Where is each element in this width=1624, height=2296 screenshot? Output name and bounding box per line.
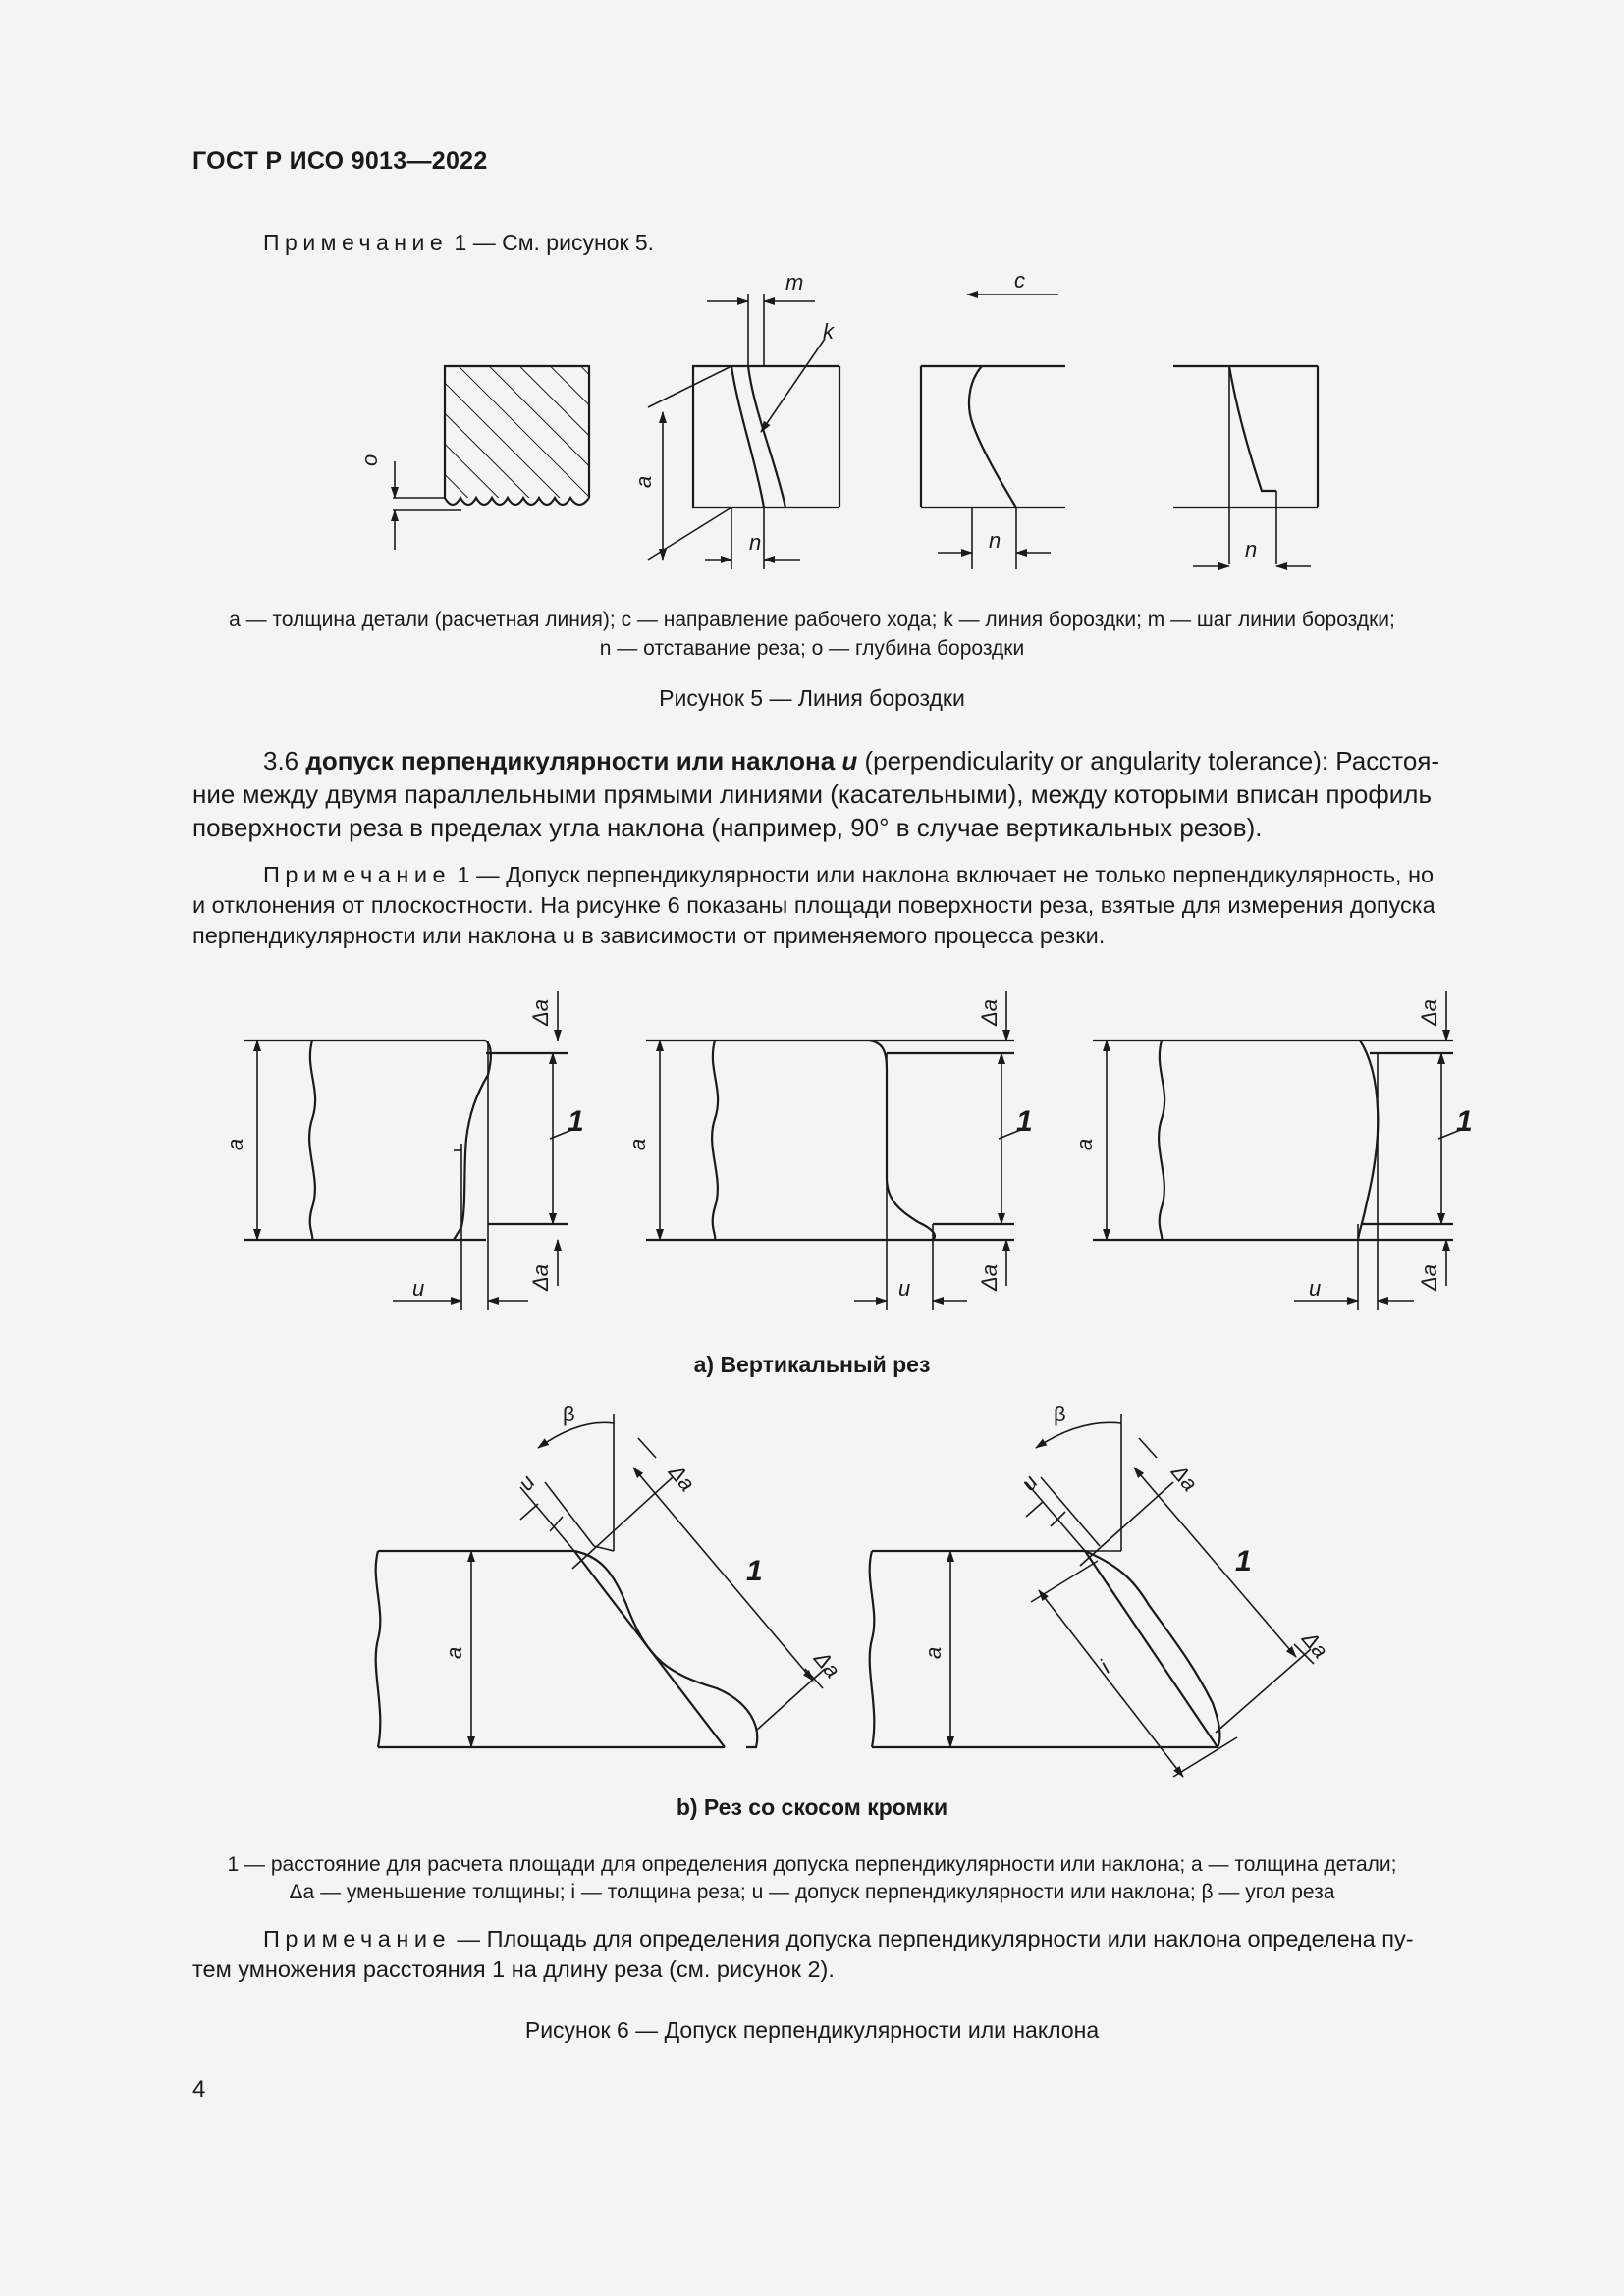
note-line2: и отклонения от плоскостности. На рисунке 6 показаны площади поверхности реза, взятые для измерения допуска xyxy=(192,892,1435,918)
note-line1: 1 — Допуск перпендикулярности или наклона включает не только перпендикулярность, но xyxy=(451,862,1435,887)
figure5-caption: Рисунок 5 — Линия бороздки xyxy=(659,685,965,711)
fig6a-label-da-bot-2: Δa xyxy=(977,1264,1001,1291)
vertical-cut-panel-1 xyxy=(244,991,574,1310)
fig6b-label-i: i xyxy=(1095,1655,1114,1678)
fig6b-label-1-2: 1 xyxy=(1235,1545,1252,1577)
drag-line-view-4 xyxy=(1173,366,1318,566)
section-3-6 xyxy=(192,744,1508,844)
vertical-cut-panel-3 xyxy=(1093,991,1463,1310)
document-header: ГОСТ Р ИСО 9013—2022 xyxy=(192,147,488,175)
label-n-2: n xyxy=(989,528,1001,553)
vertical-cut-panel-2 xyxy=(646,991,1023,1310)
fig6a-label-1-1: 1 xyxy=(568,1105,584,1138)
fig6b-label-da-3: Δa xyxy=(1166,1460,1203,1496)
fig6a-label-da-top-2: Δa xyxy=(977,999,1001,1026)
drag-line-view-3 xyxy=(921,294,1065,569)
fig6a-label-1-3: 1 xyxy=(1456,1105,1473,1138)
section-line3: поверхности реза в пределах угла наклона (например, 90° в случае вертикальных резов). xyxy=(192,813,1263,842)
fig6b-label-beta-1: β xyxy=(563,1402,575,1426)
fig6b-label-da-2: Δa xyxy=(809,1646,845,1682)
hatched-section xyxy=(393,366,589,550)
section-term: допуск перпендикулярности или наклона xyxy=(305,746,836,775)
label-n-1: n xyxy=(749,530,762,555)
fig6b-label-u-1: u xyxy=(513,1469,540,1496)
note-word: Примечание xyxy=(263,1926,452,1951)
fig6a-label-da-top-1: Δa xyxy=(528,999,553,1026)
fig6a-label-da-bot-1: Δa xyxy=(528,1264,553,1291)
fig6a-label-u-1: u xyxy=(412,1276,425,1301)
note-line2: тем умножения расстояния 1 на длину реза (см. рисунок 2). xyxy=(192,1956,835,1982)
fig6a-label-u-3: u xyxy=(1309,1276,1322,1301)
label-a: a xyxy=(631,475,656,488)
note-word: Примечание xyxy=(263,230,449,255)
figure6b-sublabel: b) Рез со скосом кромки xyxy=(676,1794,948,1820)
fig6a-label-da-bot-3: Δa xyxy=(1417,1264,1441,1291)
page-number: 4 xyxy=(192,2076,206,2103)
note-figure5-ref xyxy=(263,230,654,256)
fig6b-label-u-2: u xyxy=(1015,1469,1043,1496)
bevel-cut-panel-2 xyxy=(870,1414,1314,1777)
fig6a-label-u-2: u xyxy=(898,1276,911,1301)
label-o: o xyxy=(357,454,382,466)
figure5-legend-line2: n — отставание реза; o — глубина бороздки xyxy=(599,637,1025,660)
label-c: c xyxy=(1014,268,1025,293)
fig6b-label-a-1: a xyxy=(442,1646,466,1659)
bevel-cut-panel-1 xyxy=(376,1414,825,1747)
note-3-6 xyxy=(192,860,1508,951)
section-number: 3.6 xyxy=(263,746,299,775)
figure5-legend-line1: a — толщина детали (расчетная линия); c — направление рабочего хода; k — линия бороздки; m — шаг линии бороздки; xyxy=(229,609,1395,631)
figure6-note xyxy=(192,1924,1508,1985)
section-line2: ние между двумя параллельными прямыми линиями (касательными), между которыми вписан профиль xyxy=(192,779,1433,809)
figure6a-sublabel: а) Вертикальный рез xyxy=(693,1352,931,1377)
fig6a-label-a-3: a xyxy=(1072,1138,1097,1150)
note-text: 1 — См. рисунок 5. xyxy=(448,230,655,255)
label-m: m xyxy=(785,270,804,294)
label-n-3: n xyxy=(1245,537,1258,561)
note-line1: — Площадь для определения допуска перпендикулярности или наклона определена пу- xyxy=(451,1926,1414,1951)
figure6-caption: Рисунок 6 — Допуск перпендикулярности или наклона xyxy=(524,2017,1100,2043)
fig6a-label-a-2: a xyxy=(625,1138,650,1150)
fig6a-label-da-top-3: Δa xyxy=(1417,999,1441,1026)
note-word: Примечание xyxy=(263,862,452,887)
figure6-legend-line1: 1 — расстояние для расчета площади для определения допуска перпендикулярности или наклона; a — толщина детали; xyxy=(227,1853,1397,1876)
fig6b-label-da-4: Δa xyxy=(1297,1627,1333,1663)
figure6-legend-line2: Δa — уменьшение толщины; i — толщина реза; u — допуск перпендикулярности или наклона; β — угол реза xyxy=(289,1881,1335,1903)
fig6b-label-beta-2: β xyxy=(1054,1402,1066,1426)
note-line3: перпендикулярности или наклона u в зависимости от применяемого процесса резки. xyxy=(192,923,1106,948)
label-k: k xyxy=(823,319,834,344)
section-english: (perpendicularity or angularity tolerance): Расстоя- xyxy=(864,746,1440,775)
fig6b-label-1-1: 1 xyxy=(746,1555,763,1587)
drag-line-view-2 xyxy=(648,294,839,569)
fig6b-label-da-1: Δa xyxy=(664,1460,700,1496)
section-symbol: u xyxy=(841,746,858,775)
fig6a-label-a-1: a xyxy=(223,1138,247,1150)
fig6a-label-1-2: 1 xyxy=(1016,1105,1033,1138)
fig6b-label-a-2: a xyxy=(921,1646,946,1659)
